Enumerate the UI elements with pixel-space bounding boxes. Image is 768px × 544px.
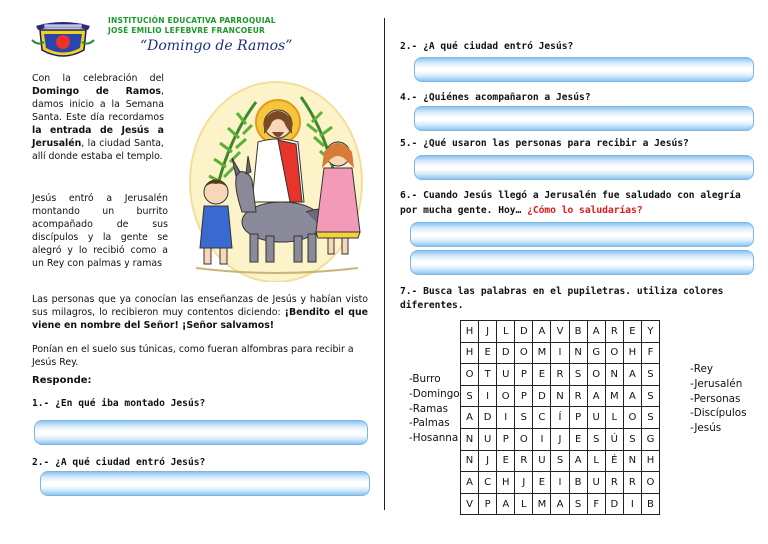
grid-row bbox=[461, 493, 660, 515]
question-1: 1.- ¿En qué iba montado Jesús? bbox=[32, 398, 206, 409]
grid-cell[interactable]: S bbox=[641, 407, 659, 429]
word-list-left bbox=[409, 372, 460, 446]
question-6-line2 bbox=[400, 205, 643, 216]
grid-cell[interactable]: A bbox=[623, 385, 641, 407]
grid-cell[interactable]: Ú bbox=[605, 428, 623, 450]
grid-cell[interactable]: V bbox=[461, 493, 479, 515]
grid-cell[interactable]: A bbox=[533, 321, 551, 343]
grid-cell[interactable]: N bbox=[461, 428, 479, 450]
grid-cell[interactable]: H bbox=[461, 342, 479, 364]
grid-row bbox=[461, 428, 660, 450]
grid-cell[interactable]: U bbox=[587, 472, 605, 494]
page-divider bbox=[384, 18, 385, 510]
word-item: -Jesús bbox=[690, 422, 722, 435]
grid-cell[interactable]: C bbox=[533, 407, 551, 429]
grid-cell[interactable]: O bbox=[641, 472, 659, 494]
grid-cell[interactable]: L bbox=[605, 407, 623, 429]
school-logo bbox=[30, 16, 96, 62]
question-6-highlight: ¿Cómo lo saludarías? bbox=[527, 205, 643, 216]
word-item: -Discípulos bbox=[690, 407, 747, 420]
grid-cell[interactable]: S bbox=[641, 385, 659, 407]
answer-2-left-field[interactable] bbox=[40, 471, 370, 496]
text-run: Las personas que ya conocían las enseñanzas de Jesús y habían visto sus milagros, lo recibieron muy contentos diciendo: bbox=[32, 294, 368, 318]
school-name-line2: JOSÉ EMILIO LEFEBVRE FRANCOEUR bbox=[108, 26, 265, 35]
grid-cell[interactable]: H bbox=[461, 321, 479, 343]
question-2-right: 2.- ¿A qué ciudad entró Jesús? bbox=[400, 41, 574, 52]
grid-cell[interactable]: V bbox=[551, 321, 569, 343]
grid-row bbox=[461, 407, 660, 429]
answer-4-field[interactable] bbox=[414, 106, 754, 131]
word-item: -Personas bbox=[690, 392, 741, 405]
grid-cell[interactable]: L bbox=[515, 493, 533, 515]
grid-cell[interactable]: B bbox=[569, 472, 587, 494]
grid-cell[interactable]: I bbox=[533, 428, 551, 450]
grid-cell[interactable]: A bbox=[551, 493, 569, 515]
grid-cell[interactable]: I bbox=[551, 472, 569, 494]
grid-cell[interactable]: S bbox=[587, 428, 605, 450]
grid-cell[interactable]: M bbox=[605, 385, 623, 407]
answer-1-field[interactable] bbox=[34, 420, 368, 445]
word-item: -Rey bbox=[690, 363, 714, 375]
grid-cell[interactable]: A bbox=[461, 407, 479, 429]
page-title: “Domingo de Ramos” bbox=[140, 38, 293, 54]
grid-cell[interactable]: S bbox=[461, 385, 479, 407]
word-item: -Palmas bbox=[409, 417, 450, 430]
grid-cell[interactable]: O bbox=[587, 364, 605, 386]
grid-cell[interactable]: D bbox=[515, 321, 533, 343]
word-list-right bbox=[690, 362, 747, 436]
question-6-text: por mucha gente. Hoy… bbox=[400, 205, 528, 216]
grid-cell[interactable]: U bbox=[497, 364, 515, 386]
question-5: 5.- ¿Qué usaron las personas para recibir a Jesús? bbox=[400, 138, 689, 149]
grid-cell[interactable]: E bbox=[497, 450, 515, 472]
grid-cell[interactable]: A bbox=[569, 450, 587, 472]
grid-cell[interactable]: S bbox=[569, 493, 587, 515]
word-item: -Jerusalén bbox=[690, 377, 743, 390]
grid-cell[interactable]: S bbox=[623, 428, 641, 450]
grid-cell[interactable]: H bbox=[623, 342, 641, 364]
grid-cell[interactable]: H bbox=[641, 450, 659, 472]
grid-cell[interactable]: P bbox=[479, 493, 497, 515]
grid-cell[interactable]: I bbox=[623, 493, 641, 515]
grid-cell[interactable]: I bbox=[497, 407, 515, 429]
respond-label: Responde: bbox=[32, 375, 92, 386]
grid-cell[interactable]: B bbox=[641, 493, 659, 515]
grid-cell[interactable]: C bbox=[479, 472, 497, 494]
grid-cell[interactable]: N bbox=[569, 342, 587, 364]
grid-cell[interactable]: D bbox=[479, 407, 497, 429]
grid-cell[interactable]: S bbox=[551, 450, 569, 472]
grid-cell[interactable]: E bbox=[479, 342, 497, 364]
word-item: -Domingo bbox=[409, 387, 460, 400]
grid-cell[interactable]: D bbox=[605, 493, 623, 515]
question-2-left: 2.- ¿A qué ciudad entró Jesús? bbox=[32, 457, 206, 468]
story-paragraph-3 bbox=[32, 293, 368, 332]
grid-cell[interactable]: R bbox=[605, 321, 623, 343]
grid-cell[interactable]: M bbox=[533, 493, 551, 515]
grid-cell[interactable]: G bbox=[587, 342, 605, 364]
grid-cell[interactable]: D bbox=[533, 385, 551, 407]
grid-cell[interactable]: R bbox=[623, 472, 641, 494]
grid-row bbox=[461, 450, 660, 472]
grid-cell[interactable]: J bbox=[515, 472, 533, 494]
grid-cell[interactable]: L bbox=[497, 321, 515, 343]
question-7-line1: 7.- Busca las palabras en el pupiletras. utiliza colores bbox=[400, 286, 724, 297]
grid-cell[interactable]: O bbox=[605, 342, 623, 364]
grid-row bbox=[461, 385, 660, 407]
grid-cell[interactable]: E bbox=[569, 428, 587, 450]
grid-cell[interactable]: G bbox=[641, 428, 659, 450]
grid-cell[interactable]: R bbox=[515, 450, 533, 472]
text-run: , damos inicio a la Semana Santa. Este día recordamos bbox=[32, 86, 164, 123]
grid-cell[interactable]: F bbox=[641, 342, 659, 364]
grid-cell[interactable]: A bbox=[497, 493, 515, 515]
answer-6a-field[interactable] bbox=[410, 222, 754, 247]
question-4: 4.- ¿Quiénes acompañaron a Jesús? bbox=[400, 92, 591, 103]
grid-cell[interactable]: N bbox=[623, 450, 641, 472]
grid-cell[interactable]: P bbox=[515, 385, 533, 407]
text-run: , la ciudad Santa, allí donde estaba el templo. bbox=[32, 138, 164, 162]
grid-cell[interactable]: A bbox=[587, 385, 605, 407]
grid-cell[interactable]: H bbox=[497, 472, 515, 494]
grid-cell[interactable]: O bbox=[497, 385, 515, 407]
grid-cell[interactable]: Í bbox=[551, 407, 569, 429]
grid-cell[interactable]: O bbox=[461, 364, 479, 386]
grid-cell[interactable]: J bbox=[551, 428, 569, 450]
grid-cell[interactable]: O bbox=[515, 428, 533, 450]
grid-cell[interactable]: A bbox=[461, 472, 479, 494]
grid-cell[interactable]: U bbox=[587, 407, 605, 429]
grid-cell[interactable]: R bbox=[551, 364, 569, 386]
grid-cell[interactable]: D bbox=[497, 342, 515, 364]
story-paragraph-1 bbox=[32, 72, 164, 163]
grid-cell[interactable]: U bbox=[533, 450, 551, 472]
word-item: -Ramas bbox=[409, 402, 449, 415]
palm-sunday-illustration bbox=[186, 72, 366, 282]
grid-cell[interactable]: N bbox=[605, 364, 623, 386]
grid-row bbox=[461, 321, 660, 343]
grid-cell[interactable]: R bbox=[605, 472, 623, 494]
story-paragraph-4: Ponían en el suelo sus túnicas, como fueran alfombras para recibir a Jesús Rey. bbox=[32, 344, 354, 368]
grid-cell[interactable]: É bbox=[605, 450, 623, 472]
grid-cell[interactable]: P bbox=[515, 364, 533, 386]
grid-cell[interactable]: I bbox=[551, 342, 569, 364]
grid-cell[interactable]: U bbox=[479, 428, 497, 450]
answer-5-field[interactable] bbox=[414, 155, 754, 180]
answer-2-right-field[interactable] bbox=[414, 57, 754, 82]
grid-cell[interactable]: A bbox=[623, 364, 641, 386]
grid-cell[interactable]: S bbox=[641, 364, 659, 386]
grid-row bbox=[461, 364, 660, 386]
text-run: la entrada de Jesús a Jerusalén bbox=[32, 125, 164, 149]
grid-cell[interactable]: O bbox=[515, 342, 533, 364]
grid-cell[interactable]: T bbox=[479, 364, 497, 386]
word-item: -Hosanna bbox=[409, 432, 459, 445]
grid-cell[interactable]: S bbox=[569, 364, 587, 386]
grid-cell[interactable]: N bbox=[551, 385, 569, 407]
school-name-line1: INSTITUCIÓN EDUCATIVA PARROQUIAL bbox=[108, 16, 276, 25]
grid-cell[interactable]: P bbox=[569, 407, 587, 429]
grid-cell[interactable]: M bbox=[533, 342, 551, 364]
grid-cell[interactable]: I bbox=[479, 385, 497, 407]
grid-row bbox=[461, 342, 660, 364]
grid-row bbox=[461, 472, 660, 494]
grid-cell[interactable]: J bbox=[479, 321, 497, 343]
grid-cell[interactable]: R bbox=[569, 385, 587, 407]
grid-cell[interactable]: A bbox=[587, 321, 605, 343]
word-search-grid bbox=[460, 320, 660, 515]
grid-cell[interactable]: L bbox=[587, 450, 605, 472]
grid-cell[interactable]: E bbox=[533, 472, 551, 494]
question-6-line1: 6.- Cuando Jesús llegó a Jerusalén fue saludado con alegría bbox=[400, 190, 741, 201]
text-run: ¡Bendito el que viene en nombre del Señor! ¡Señor salvamos! bbox=[32, 307, 368, 331]
text-run: Domingo de Ramos bbox=[32, 86, 162, 97]
answer-6b-field[interactable] bbox=[410, 250, 754, 275]
grid-cell[interactable]: Y bbox=[641, 321, 659, 343]
story-paragraph-2: Jesús entró a Jerusalén montando un burrito acompañado de sus discípulos y la gente se alegró y lo recibió como a un Rey con palmas y ramas bbox=[32, 193, 168, 269]
grid-cell[interactable]: F bbox=[587, 493, 605, 515]
grid-cell[interactable]: B bbox=[569, 321, 587, 343]
text-run: Con la celebración del bbox=[32, 73, 164, 84]
question-7-line2: diferentes. bbox=[400, 300, 464, 311]
grid-cell[interactable]: S bbox=[515, 407, 533, 429]
word-item: -Burro bbox=[409, 373, 441, 385]
grid-cell[interactable]: O bbox=[623, 407, 641, 429]
grid-cell[interactable]: P bbox=[497, 428, 515, 450]
grid-cell[interactable]: J bbox=[479, 450, 497, 472]
grid-cell[interactable]: E bbox=[623, 321, 641, 343]
grid-cell[interactable]: E bbox=[533, 364, 551, 386]
grid-cell[interactable]: N bbox=[461, 450, 479, 472]
